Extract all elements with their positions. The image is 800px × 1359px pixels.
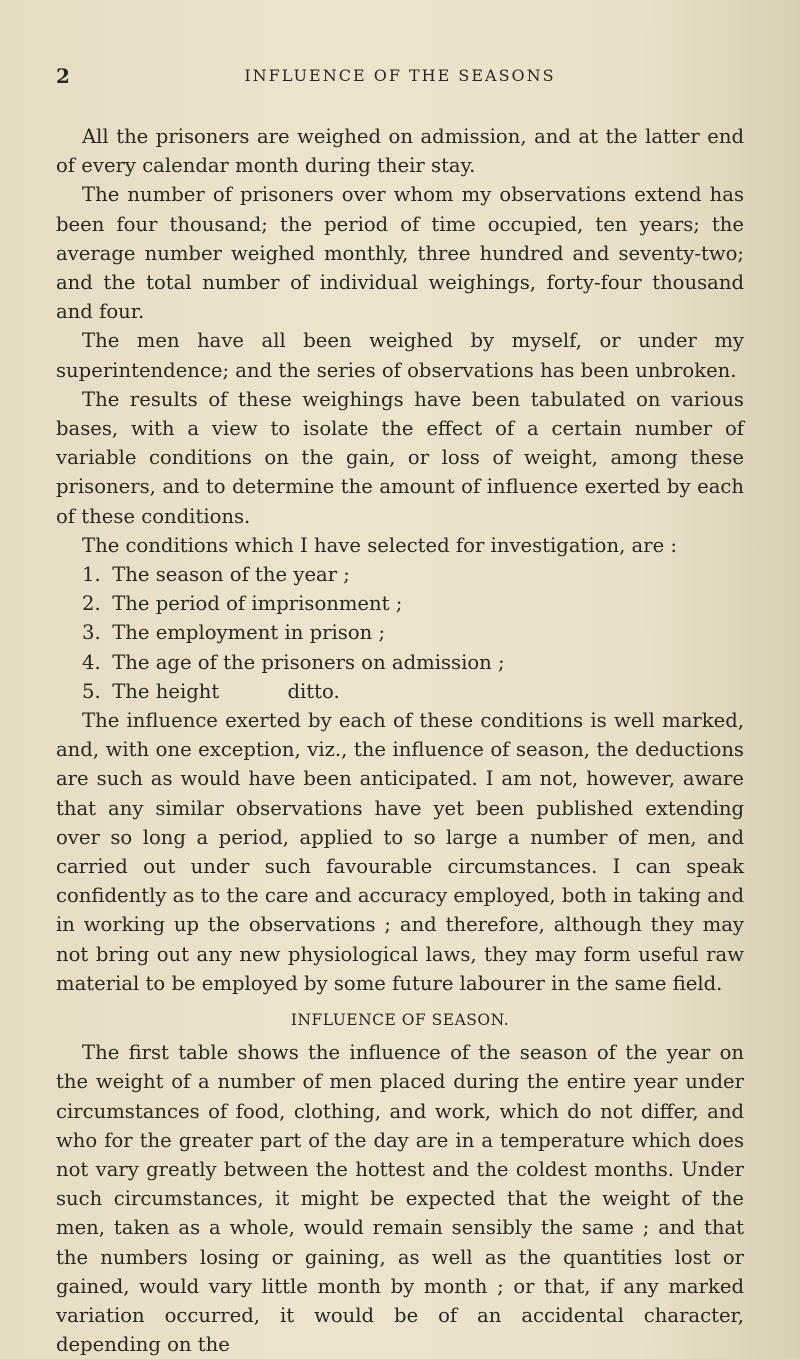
page-header — [56, 64, 744, 94]
list-item-text: The employment in prison ; — [112, 621, 386, 645]
list-item-text: The age of the prisoners on admission ; — [112, 650, 505, 674]
body-text — [56, 122, 744, 1359]
list-item — [56, 560, 744, 589]
paragraph: The first table shows the influence of the season of the year on the weight of a number of men placed during the entire year under circumstances of food, clothing, and work, which do not differ, and who for the greater part of the day are in a temperature which does not vary greatly between the hottest and the coldest months. Under such circumstances, it might be expected that the weight of the men, taken as a whole, would remain sensibly the same ; and that the numbers losing or gaining, as well as the quantities lost or gained, would vary little month by month ; or that, if any marked variation occurred, it would be of an accidental character, depending on the — [56, 1041, 744, 1357]
list-item — [56, 618, 744, 647]
paragraph: The results of these weighings have been tabulated on various bases, with a view to isolate the effect of a certain number of variable conditions on the gain, or loss of weight, among these prisoners, and to determine the amount of influence exerted by each of these conditions. — [56, 387, 744, 528]
paragraph: The conditions which I have selected for investigation, are : — [82, 533, 678, 557]
list-item — [56, 589, 744, 618]
paragraph: All the prisoners are weighed on admission, and at the latter end of every calendar month during their stay. — [56, 125, 744, 178]
list-item-number: 2. — [82, 592, 101, 616]
list-item-number: 1. — [82, 563, 101, 587]
paragraph: The influence exerted by each of these conditions is well marked, and, with one exception, viz., the influence of season, the deductions are such as would have been anticipated. I am not, however, aware that any similar observations have yet been published extending over so long a period, applied to so large a number of men, and carried out under such favourable circumstances. I can speak confidently as to the care and accuracy employed, both in taking and in working up the observations ; and therefore, although they may not bring out any new physiological laws, they may form useful raw material to be employed by some future labourer in the same field. — [56, 709, 744, 995]
section-heading: INFLUENCE OF SEASON. — [290, 1011, 510, 1030]
list-item-text: The period of imprisonment ; — [112, 592, 403, 616]
list-item-text: The season of the year ; — [112, 563, 350, 587]
list-item — [56, 677, 744, 706]
list-item-text: The height — [112, 679, 220, 703]
paragraph: The number of prisoners over whom my observations extend has been four thousand; the period of time occupied, ten years; the average number weighed monthly, three hundred and seventy-two; and the total number of individual weighings, forty-four thousand and four. — [56, 183, 744, 324]
list-item — [56, 648, 744, 677]
list-item-number: 4. — [82, 650, 101, 674]
list-item-ditto: ditto. — [287, 679, 340, 703]
running-head: INFLUENCE OF THE SEASONS — [244, 66, 556, 85]
list-item-number: 3. — [82, 621, 101, 645]
paragraph: The men have all been weighed by myself, or under my superintendence; and the series of observations has been unbroken. — [56, 329, 744, 382]
conditions-list — [56, 560, 744, 706]
list-item-number: 5. — [82, 679, 101, 703]
page-number: 2 — [56, 64, 70, 88]
